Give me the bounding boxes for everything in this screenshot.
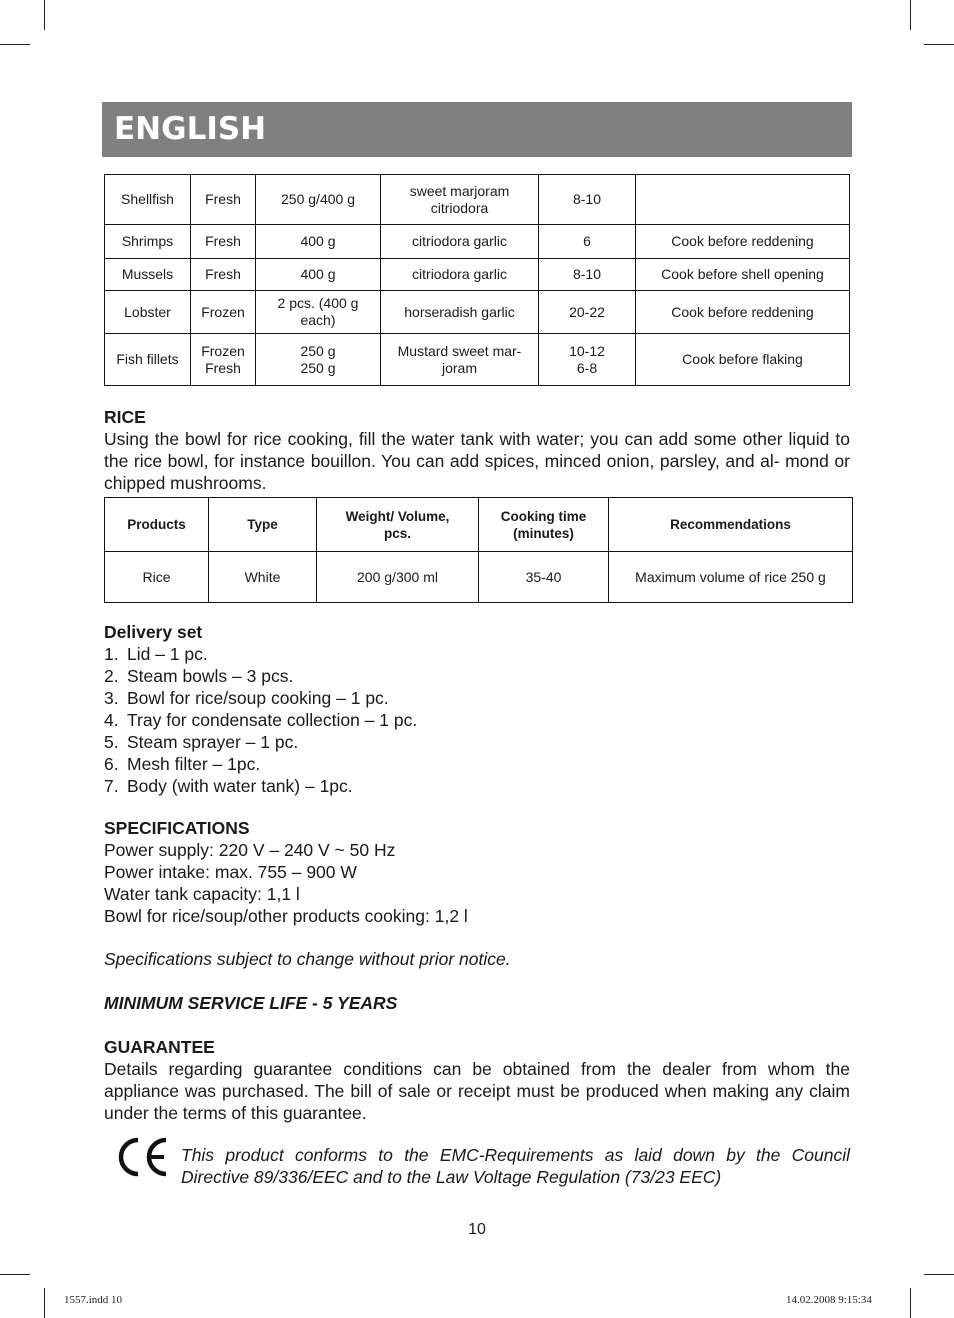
- table-cell: Cook before reddening: [636, 225, 850, 259]
- list-item-number: 3.: [104, 688, 119, 708]
- table-cell: citriodora garlic: [381, 259, 539, 291]
- table-cell: [636, 175, 850, 225]
- list-item: [104, 731, 850, 753]
- specifications-heading: SPECIFICATIONS: [104, 818, 250, 838]
- list-item-number: 7.: [104, 776, 119, 796]
- table-cell: Fish fillets: [105, 334, 191, 386]
- list-item-text: Bowl for rice/soup cooking – 1 pc.: [127, 688, 389, 708]
- footer-file: 1557.indd 10: [64, 1294, 123, 1306]
- service-life-text: MINIMUM SERVICE LIFE - 5 YEARS: [104, 993, 398, 1013]
- list-item-text: Lid – 1 pc.: [127, 644, 208, 664]
- list-item-text: Body (with water tank) – 1pc.: [127, 776, 353, 796]
- rice-heading: RICE: [104, 407, 146, 427]
- table-cell: 400 g: [256, 225, 381, 259]
- list-item-text: Steam sprayer – 1 pc.: [127, 732, 299, 752]
- table-cell: 2 pcs. (400 g each): [256, 291, 381, 334]
- list-item: [104, 665, 850, 687]
- spec-line: Power intake: max. 755 – 900 W: [104, 862, 357, 882]
- page-title-banner: ENGLISH: [102, 102, 852, 157]
- table-row: [105, 225, 850, 259]
- table-cell: citriodora garlic: [381, 225, 539, 259]
- list-item: [104, 775, 850, 797]
- crop-mark: [910, 1288, 911, 1318]
- list-item-text: Mesh filter – 1pc.: [127, 754, 261, 774]
- ce-conformity-text: This product conforms to the EMC-Requirements as laid down by the Council Directive 89/336/EEC and to the Law Voltage Regulation (73/23 EEC): [181, 1145, 850, 1187]
- table-cell: Lobster: [105, 291, 191, 334]
- crop-mark: [44, 0, 45, 30]
- table-row: [105, 291, 850, 334]
- list-item: [104, 687, 850, 709]
- table-cell: Shellfish: [105, 175, 191, 225]
- table-header-cell: Recommendations: [609, 498, 853, 552]
- guarantee-text: Details regarding guarantee conditions can be obtained from the dealer from whom the appliance was purchased. The bill of sale or receipt must be produced when making any claim under the terms of this guarantee.: [104, 1059, 850, 1123]
- guarantee-heading: GUARANTEE: [104, 1037, 215, 1057]
- list-item-number: 1.: [104, 644, 119, 664]
- guarantee-section: [104, 1036, 850, 1124]
- table-cell: Frozen Fresh: [191, 334, 256, 386]
- table-cell: 200 g/300 ml: [317, 552, 479, 603]
- list-item-number: 4.: [104, 710, 119, 730]
- table-cell: Fresh: [191, 225, 256, 259]
- table-header-cell: Products: [105, 498, 209, 552]
- table-cell: Frozen: [191, 291, 256, 334]
- table-header-cell: Cooking time (minutes): [479, 498, 609, 552]
- table-cell: Mustard sweet mar- joram: [381, 334, 539, 386]
- crop-mark: [924, 44, 954, 45]
- table-cell: 8-10: [539, 259, 636, 291]
- list-item: [104, 709, 850, 731]
- delivery-section: [104, 621, 850, 797]
- table-cell: 250 g 250 g: [256, 334, 381, 386]
- table-cell: White: [209, 552, 317, 603]
- list-item: [104, 753, 850, 775]
- table-cell: Cook before reddening: [636, 291, 850, 334]
- list-item-number: 6.: [104, 754, 119, 774]
- table-cell: Maximum volume of rice 250 g: [609, 552, 853, 603]
- rice-text: Using the bowl for rice cooking, fill the water tank with water; you can add some other liquid to the rice bowl, for instance bouillon. You can add spices, minced onion, parsley, and al- mond or chipped mushrooms.: [104, 429, 850, 493]
- specifications-section: [104, 817, 850, 927]
- table-cell: 35-40: [479, 552, 609, 603]
- rice-cooking-table: [104, 497, 853, 603]
- table-header-cell: Type: [209, 498, 317, 552]
- spec-line: Power supply: 220 V – 240 V ~ 50 Hz: [104, 840, 396, 860]
- table-cell: horseradish garlic: [381, 291, 539, 334]
- ce-mark-icon: [114, 1136, 170, 1178]
- rice-section: [104, 406, 850, 494]
- list-item-text: Tray for condensate collection – 1 pc.: [127, 710, 418, 730]
- table-cell: Rice: [105, 552, 209, 603]
- table-cell: 8-10: [539, 175, 636, 225]
- table-cell: 20-22: [539, 291, 636, 334]
- list-item: [104, 643, 850, 665]
- list-item-number: 2.: [104, 666, 119, 686]
- page-number: 10: [468, 1221, 486, 1238]
- table-row: [105, 552, 853, 603]
- list-item-number: 5.: [104, 732, 119, 752]
- table-cell: Shrimps: [105, 225, 191, 259]
- table-cell: Fresh: [191, 175, 256, 225]
- table-header-cell: Weight/ Volume, pcs.: [317, 498, 479, 552]
- crop-mark: [44, 1288, 45, 1318]
- table-cell: 10-12 6-8: [539, 334, 636, 386]
- crop-mark: [910, 0, 911, 30]
- table-cell: 6: [539, 225, 636, 259]
- table-cell: 400 g: [256, 259, 381, 291]
- delivery-heading: Delivery set: [104, 622, 203, 642]
- footer-timestamp: 14.02.2008 9:15:34: [786, 1294, 872, 1306]
- list-item-text: Steam bowls – 3 pcs.: [127, 666, 294, 686]
- table-cell: sweet marjoram citriodora: [381, 175, 539, 225]
- table-cell: Fresh: [191, 259, 256, 291]
- crop-mark: [0, 44, 30, 45]
- seafood-cooking-table: [104, 174, 850, 386]
- crop-mark: [0, 1274, 30, 1275]
- spec-line: Water tank capacity: 1,1 l: [104, 884, 300, 904]
- table-row: [105, 259, 850, 291]
- table-cell: Cook before flaking: [636, 334, 850, 386]
- table-row: [105, 334, 850, 386]
- crop-mark: [924, 1274, 954, 1275]
- table-row: [105, 175, 850, 225]
- table-cell: Mussels: [105, 259, 191, 291]
- notice-text: Specifications subject to change without prior notice.: [104, 949, 511, 969]
- spec-line: Bowl for rice/soup/other products cooking: 1,2 l: [104, 906, 468, 926]
- table-cell: Cook before shell opening: [636, 259, 850, 291]
- table-cell: 250 g/400 g: [256, 175, 381, 225]
- delivery-list: [104, 643, 850, 797]
